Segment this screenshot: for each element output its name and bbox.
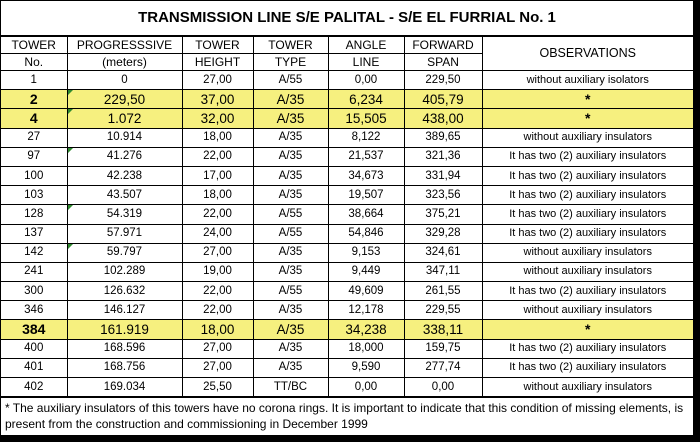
tower-cell: 400 [1,339,67,358]
type-cell: A/35 [253,147,328,166]
tower-cell: 1 [1,71,67,90]
type-cell: A/35 [253,320,328,339]
table-header [1,37,693,71]
span-cell: 347,11 [404,262,482,281]
span-cell: 323,56 [404,186,482,205]
tower-cell: 241 [1,262,67,281]
tower-cell: 4 [1,109,67,128]
span-cell: 329,28 [404,224,482,243]
span-cell: 405,79 [404,90,482,109]
height-cell: 18,00 [182,320,253,339]
type-cell: A/35 [253,109,328,128]
header-span-sub: SPAN [404,54,482,71]
tower-cell: 97 [1,147,67,166]
angle-cell: 15,505 [328,109,404,128]
observation-cell: It has two (2) auxiliary insulators [482,282,693,301]
angle-cell: 34,238 [328,320,404,339]
observation-cell: * [482,320,693,339]
angle-cell: 19,507 [328,186,404,205]
observation-cell: It has two (2) auxiliary insulators [482,147,693,166]
table-row [1,320,693,339]
observation-cell: It has two (2) auxiliary insulators [482,339,693,358]
type-cell: A/35 [253,243,328,262]
type-cell: A/35 [253,166,328,185]
tower-cell: 27 [1,128,67,147]
header-angle: ANGLE [328,37,404,54]
span-cell: 277,74 [404,358,482,377]
progressive-cell: 146.127 [67,301,182,320]
type-cell: A/55 [253,282,328,301]
table-row [1,166,693,185]
observation-cell: without auxiliary insulators [482,301,693,320]
table-body [1,71,693,397]
header-height-sub: HEIGHT [182,54,253,71]
type-cell: A/35 [253,358,328,377]
progressive-cell: 10.914 [67,128,182,147]
height-cell: 22,00 [182,147,253,166]
height-cell: 17,00 [182,166,253,185]
type-cell: TT/BC [253,378,328,397]
observation-cell: without auxiliary insulators [482,243,693,262]
table-row [1,301,693,320]
observation-cell: * [482,90,693,109]
height-cell: 37,00 [182,90,253,109]
header-angle-sub: LINE [328,54,404,71]
table-row [1,224,693,243]
progressive-cell: 168.596 [67,339,182,358]
tower-cell: 401 [1,358,67,377]
angle-cell: 21,537 [328,147,404,166]
header-tower: TOWER [1,37,67,54]
span-cell: 261,55 [404,282,482,301]
tower-cell: 300 [1,282,67,301]
progressive-cell: 54.319 [67,205,182,224]
header-observations: OBSERVATIONS [482,37,693,71]
progressive-cell: 59.797 [67,243,182,262]
type-cell: A/55 [253,224,328,243]
tower-cell: 100 [1,166,67,185]
progressive-cell: 1.072 [67,109,182,128]
observation-cell: It has two (2) auxiliary insulators [482,358,693,377]
angle-cell: 54,846 [328,224,404,243]
span-cell: 331,94 [404,166,482,185]
header-type: TOWER [253,37,328,54]
angle-cell: 12,178 [328,301,404,320]
height-cell: 24,00 [182,224,253,243]
type-cell: A/35 [253,128,328,147]
footnote: * The auxiliary insulators of this towers have no corona rings. It is important to indicate that this condition of missing elements, is present from the construction and commissioning in December 1999 [1,397,693,432]
height-cell: 22,00 [182,282,253,301]
progressive-cell: 43.507 [67,186,182,205]
tower-cell: 2 [1,90,67,109]
tower-cell: 103 [1,186,67,205]
tower-cell: 142 [1,243,67,262]
angle-cell: 38,664 [328,205,404,224]
height-cell: 27,00 [182,339,253,358]
type-cell: A/55 [253,71,328,90]
observation-cell: without auxiliary insulators [482,262,693,281]
table-row [1,339,693,358]
height-cell: 27,00 [182,358,253,377]
progressive-cell: 57.971 [67,224,182,243]
angle-cell: 9,153 [328,243,404,262]
observation-cell: It has two (2) auxiliary insulators [482,224,693,243]
height-cell: 22,00 [182,205,253,224]
header-progressive: PROGRESSSIVE [67,37,182,54]
header-tower-sub: No. [1,54,67,71]
tower-cell: 384 [1,320,67,339]
angle-cell: 9,449 [328,262,404,281]
span-cell: 324,61 [404,243,482,262]
table-row [1,358,693,377]
height-cell: 32,00 [182,109,253,128]
progressive-cell: 41.276 [67,147,182,166]
table-row [1,186,693,205]
angle-cell: 0,00 [328,71,404,90]
type-cell: A/35 [253,339,328,358]
tower-cell: 402 [1,378,67,397]
span-cell: 321,36 [404,147,482,166]
type-cell: A/35 [253,301,328,320]
angle-cell: 6,234 [328,90,404,109]
header-height: TOWER [182,37,253,54]
table-row [1,128,693,147]
angle-cell: 34,673 [328,166,404,185]
span-cell: 338,11 [404,320,482,339]
observation-cell: It has two (2) auxiliary insulators [482,205,693,224]
progressive-cell: 229,50 [67,90,182,109]
height-cell: 25,50 [182,378,253,397]
tower-cell: 346 [1,301,67,320]
header-span: FORWARD [404,37,482,54]
table-row [1,378,693,397]
progressive-cell: 102.289 [67,262,182,281]
type-cell: A/35 [253,186,328,205]
type-cell: A/35 [253,262,328,281]
height-cell: 19,00 [182,262,253,281]
span-cell: 389,65 [404,128,482,147]
span-cell: 438,00 [404,109,482,128]
progressive-cell: 42.238 [67,166,182,185]
angle-cell: 8,122 [328,128,404,147]
span-cell: 375,21 [404,205,482,224]
table-row [1,243,693,262]
height-cell: 27,00 [182,71,253,90]
table-row [1,147,693,166]
table-row [1,205,693,224]
span-cell: 229,55 [404,301,482,320]
span-cell: 159,75 [404,339,482,358]
angle-cell: 0,00 [328,378,404,397]
progressive-cell: 0 [67,71,182,90]
height-cell: 18,00 [182,128,253,147]
towers-table [1,36,693,397]
header-type-sub: TYPE [253,54,328,71]
tower-cell: 128 [1,205,67,224]
progressive-cell: 161.919 [67,320,182,339]
table-title: TRANSMISSION LINE S/E PALITAL - S/E EL FURRIAL No. 1 [1,1,693,36]
progressive-cell: 126.632 [67,282,182,301]
span-cell: 0,00 [404,378,482,397]
observation-cell: It has two (2) auxiliary insulators [482,166,693,185]
observation-cell: without auxiliary isolators [482,71,693,90]
table-row [1,262,693,281]
observation-cell: without auxiliary insulators [482,128,693,147]
type-cell: A/35 [253,90,328,109]
height-cell: 22,00 [182,301,253,320]
observation-cell: without auxiliary insulators [482,378,693,397]
tower-cell: 137 [1,224,67,243]
progressive-cell: 168.756 [67,358,182,377]
progressive-cell: 169.034 [67,378,182,397]
table-row [1,71,693,90]
angle-cell: 18,000 [328,339,404,358]
height-cell: 27,00 [182,243,253,262]
type-cell: A/55 [253,205,328,224]
observation-cell: It has two (2) auxiliary insulators [482,186,693,205]
angle-cell: 49,609 [328,282,404,301]
angle-cell: 9,590 [328,358,404,377]
table-row [1,90,693,109]
table-row [1,282,693,301]
span-cell: 229,50 [404,71,482,90]
height-cell: 18,00 [182,186,253,205]
header-progressive-sub: (meters) [67,54,182,71]
observation-cell: * [482,109,693,128]
table-row [1,109,693,128]
